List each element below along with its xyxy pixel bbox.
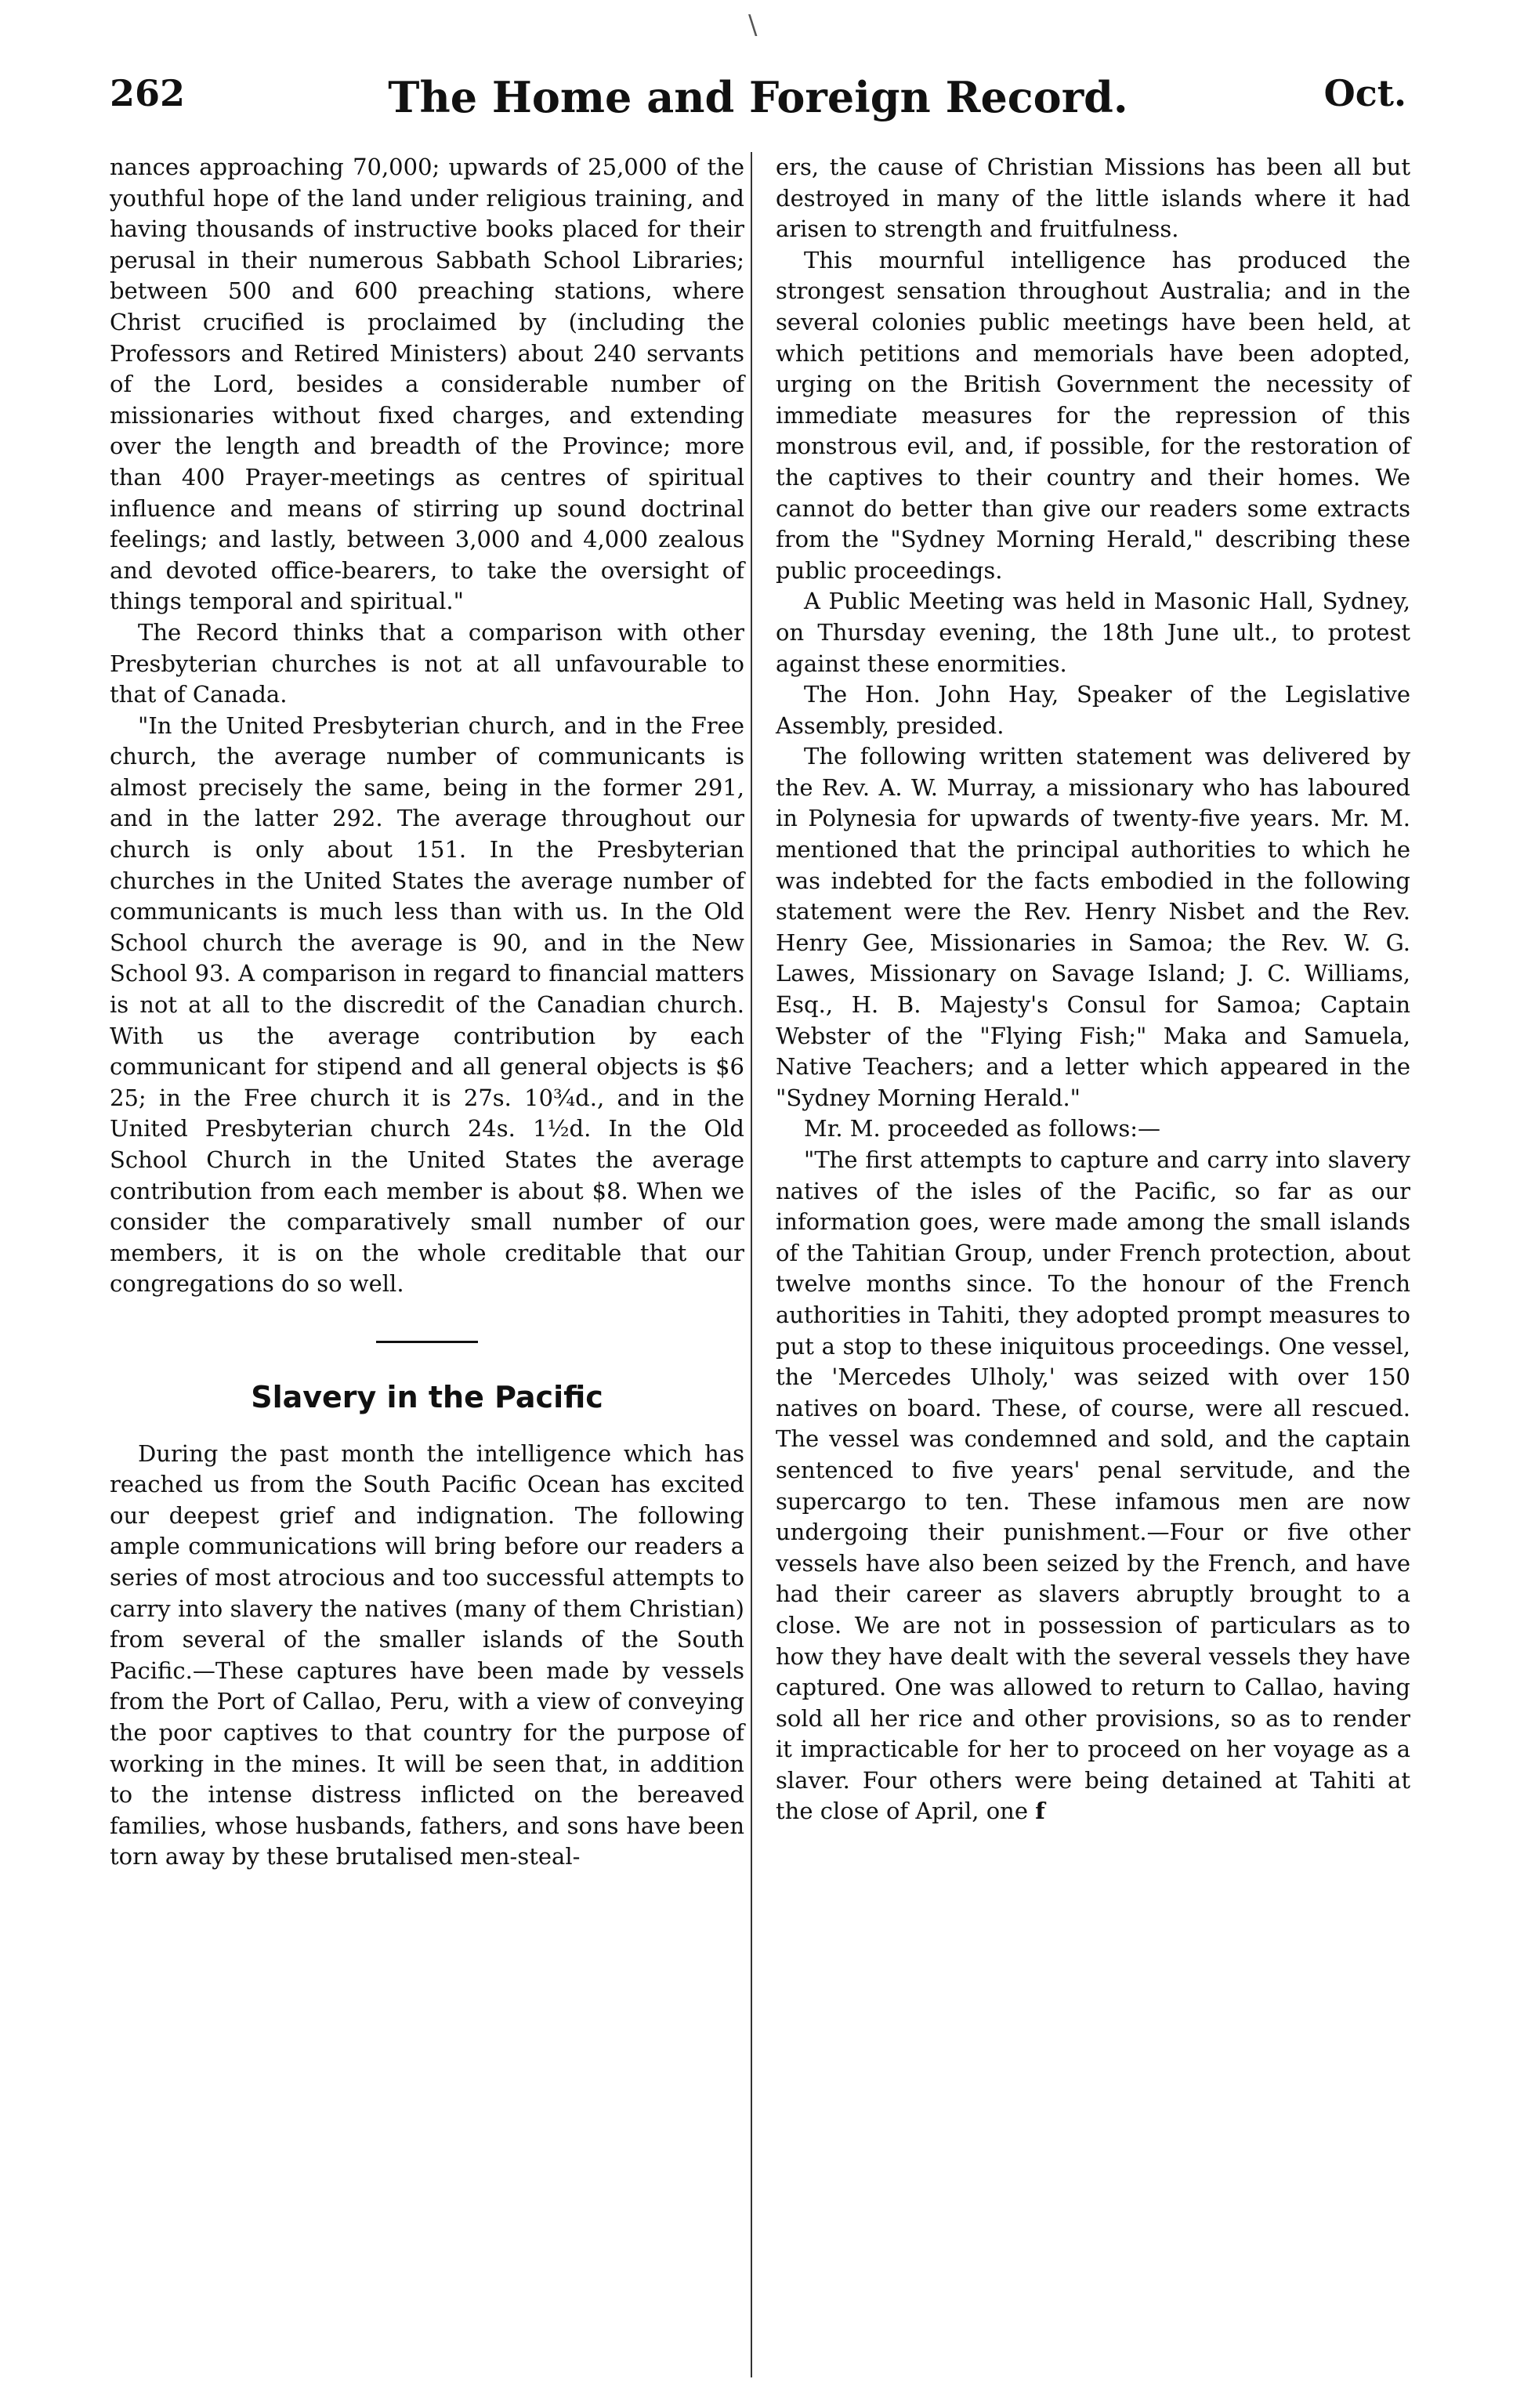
running-header <box>110 72 1406 122</box>
paragraph: The Record thinks that a comparison with other Presbyterian churches is not at all unfavourable to that of Canada. <box>110 618 744 708</box>
signature-mark: f <box>1035 1798 1045 1825</box>
paragraph-text: "The first attempts to capture and carry into slavery natives of the isles of the Pacific, so far as our information goes, were made among the small islands of the Tahitian Group, under French protection, about twelve months since. To the honour of the French authorities in Tahiti, they adopted prompt measures to put a stop to these iniquitous proceedings. One vessel, the 'Mercedes Ulholy,' was seized with over 150 natives on board. These, of course, were all rescued. The vessel was condemned and sold, and the captain sentenced to five years' penal servitude, and the supercargo to ten. These infamous men are now undergoing their punishment.—Four or five other vessels have also been seized by the French, and have had their career as slavers abruptly brought to a close. We are not in possession of particulars as to how they have dealt with the several vessels they have captured. One was allowed to return to Callao, having sold all her rice and other provisions, so as to render it impracticable for her to proceed on her voyage as a slaver. Four others were being detained at Tahiti at the close of April, one <box>776 1146 1410 1825</box>
paragraph: The Hon. John Hay, Speaker of the Legislative Assembly, presided. <box>776 681 1410 739</box>
section-divider <box>376 1341 478 1343</box>
paragraph <box>776 1145 1410 1827</box>
paragraph: Mr. M. proceeded as follows:— <box>804 1115 1160 1142</box>
section-title: Slavery in the Pacific <box>251 1379 603 1414</box>
paragraph: During the past month the intelligence which has reached us from the South Pacific Ocean has excited our deepest grief and indignation. The following ample communications will bring before our readers a series of most atrocious and too successful attempts to carry into slavery the natives (many of them Christian) from several of the smaller islands of the South Pacific.—These captures have been made by vessels from the Port of Callao, Peru, with a view of conveying the poor captives to that country for the purpose of working in the mines. It will be seen that, in addition to the intense distress inflicted on the bereaved families, whose husbands, fathers, and sons have been torn away by these brutalised men-steal- <box>110 1439 744 1870</box>
column-rule <box>751 152 752 2377</box>
issue-month: Oct. <box>1323 72 1406 114</box>
left-column <box>110 152 744 1873</box>
paragraph: "In the United Presbyterian church, and in the Free church, the average number of communicants is almost precisely the same, being in the former 291, and in the latter 292. The average throughout our church is only about 151. In the Presbyterian churches in the United States the average number of communicants is much less than with us. In the Old School church the average is 90, and in the New School 93. A comparison in regard to financial matters is not at all to the discredit of the Canadian church. With us the average contribution by each communicant for stipend and all general objects is $6 25; in the Free church it is 27s. 10¾d., and in the United Presbyterian church 24s. 1½d. In the Old School Church in the United States the average contribution from each member is about $8. When we consider the comparatively small number of our members, it is on the whole creditable that our congregations do so well. <box>110 712 744 1298</box>
right-column <box>776 152 1410 1827</box>
paragraph: nances approaching 70,000; upwards of 25,000 of the youthful hope of the land under religious training, and having thousands of instructive books placed for their perusal in their numerous Sabbath School Libraries; between 500 and 600 preaching stations, where Christ crucified is proclaimed by (including the Professors and Retired Ministers) about 240 servants of the Lord, besides a considerable number of missionaries without fixed charges, and extending over the length and breadth of the Province; more than 400 Prayer-meetings as centres of spiritual influence and means of stirring up sound doctrinal feelings; and lastly, between 3,000 and 4,000 zealous and devoted office-bearers, to take the oversight of things temporal and spiritual." <box>110 154 744 615</box>
paragraph: The following written statement was delivered by the Rev. A. W. Murray, a missionary who has laboured in Polynesia for upwards of twenty-five years. Mr. M. mentioned that the principal authorities to which he was indebted for the facts embodied in the following statement were the Rev. Henry Nisbet and the Rev. Henry Gee, Missionaries in Samoa; the Rev. W. G. Lawes, Missionary on Savage Island; J. C. Williams, Esq., H. B. Majesty's Consul for Samoa; Captain Webster of the "Flying Fish;" Maka and Samuela, Native Teachers; and a letter which appeared in the "Sydney Morning Herald." <box>776 743 1410 1111</box>
paragraph: This mournful intelligence has produced the strongest sensation throughout Australia; and in the several colonies public meetings have been held, at which petitions and memorials have been adopted, urging on the British Government the necessity of immediate measures for the repression of this monstrous evil, and, if possible, for the restoration of the captives to their country and their homes. We cannot do better than give our readers some extracts from the "Sydney Morning Herald," describing these public proceedings. <box>776 246 1410 584</box>
page-number: 262 <box>110 72 186 114</box>
paragraph: A Public Meeting was held in Masonic Hall, Sydney, on Thursday evening, the 18th June ult., to protest against these enormities. <box>776 588 1410 677</box>
paragraph: ers, the cause of Christian Missions has been all but destroyed in many of the little islands where it had arisen to strength and fruitfulness. <box>776 154 1410 243</box>
stray-mark: \ <box>748 9 758 41</box>
journal-title: The Home and Foreign Record. <box>388 72 1128 122</box>
